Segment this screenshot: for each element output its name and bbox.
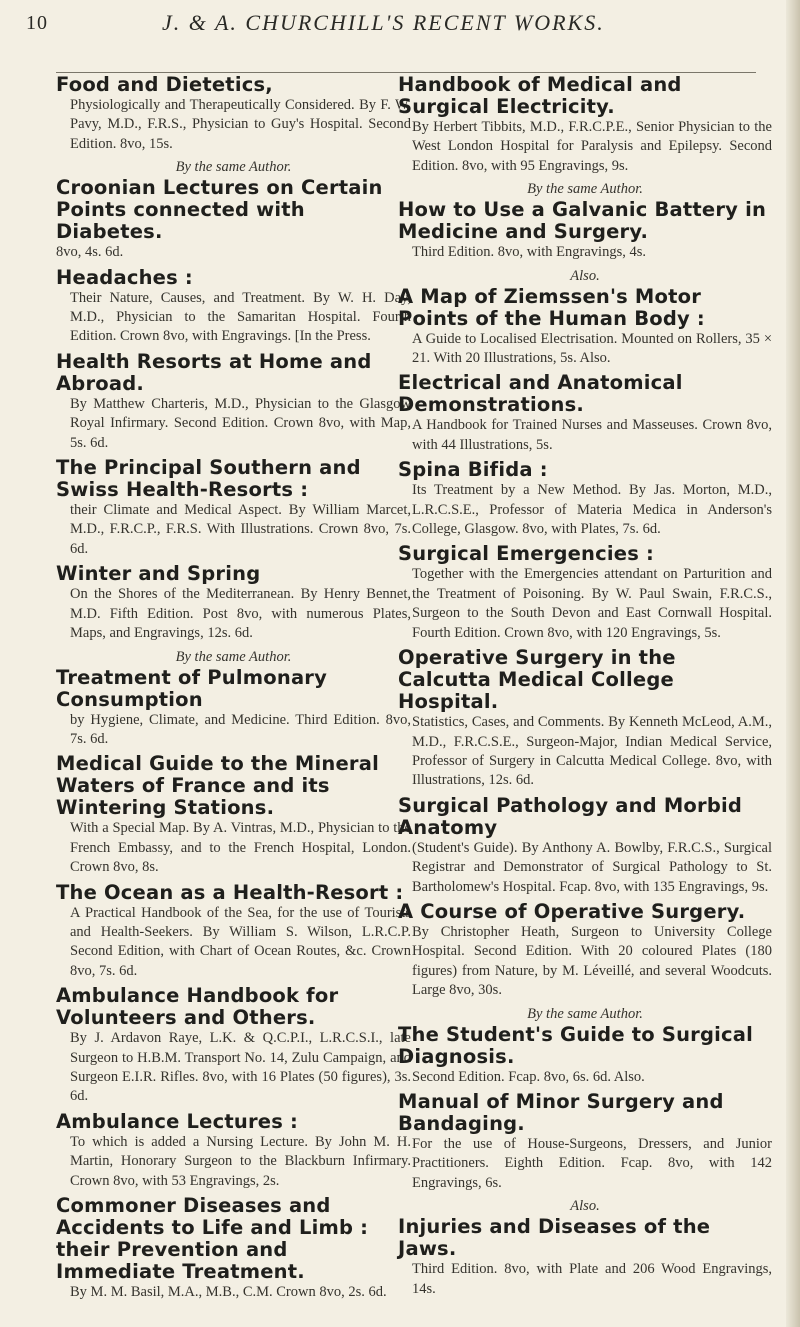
book-description: (Student's Guide). By Anthony A. Bowlby, F.R.C.S., Surgical Registrar and Demonstrator of Surgical Pathology to St. Bartholomew's Hospital. Fcap. 8vo, with 135 Engravings, 9s. xyxy=(412,839,772,895)
book-title: Manual of Minor Surgery and Bandaging. xyxy=(398,1089,724,1135)
book-description: by Hygiene, Climate, and Medicine. Third Edition. 8vo, 7s. 6d. xyxy=(70,711,411,747)
book-entry xyxy=(398,1024,772,1087)
book-title: Medical Guide to the Mineral Waters of France and its Wintering Stations. xyxy=(56,752,379,820)
book-description: Its Treatment by a New Method. By Jas. Morton, M.D., L.R.C.S.E., Professor of Materia Medica in Anderson's College, Glasgow. 8vo, with Plates, 7s. 6d. xyxy=(412,482,772,538)
book-title: Treatment of Pulmonary Consumption xyxy=(56,665,328,711)
book-title: Injuries and Diseases of the Jaws. xyxy=(398,1215,711,1261)
book-description: With a Special Map. By A. Vintras, M.D., Physician to the French Embassy, and to the French Hospital, London. Crown 8vo, 8s. xyxy=(70,820,411,876)
same-author-note: By the same Author. xyxy=(527,1005,643,1022)
book-title: Ambulance Lectures : xyxy=(56,1109,298,1133)
book-description: A Handbook for Trained Nurses and Masseuses. Crown 8vo, with 44 Illustrations, 5s. xyxy=(412,417,772,453)
book-title: Health Resorts at Home and Abroad. xyxy=(56,349,372,395)
book-description: By Christopher Heath, Surgeon to University College Hospital. Second Edition. With 20 coloured Plates (180 figures) from Nature, by M. Léveillé, and several Woodcuts. Large 8vo, 30s. xyxy=(412,923,772,999)
book-description: By Herbert Tibbits, M.D., F.R.C.P.E., Senior Physician to the West London Hospital for Paralysis and Epilepsy. Second Edition. 8vo, with 95 Engravings, 9s. xyxy=(412,119,772,174)
book-entry xyxy=(398,647,772,791)
book-description: By Matthew Charteris, M.D., Physician to the Glasgow Royal Infirmary. Second Edition. Crown 8vo, with Map, 5s. 6d. xyxy=(70,395,411,451)
book-description: Third Edition. 8vo, with Engravings, 4s. xyxy=(412,244,646,261)
same-author-note: Also. xyxy=(570,267,600,284)
running-head xyxy=(22,4,782,44)
book-entry xyxy=(398,372,772,455)
book-title: Electrical and Anatomical Demonstrations. xyxy=(398,371,683,417)
book-title: Croonian Lectures on Certain Points connected with Diabetes. xyxy=(56,176,383,244)
book-description: By J. Ardavon Raye, L.K. & Q.C.P.I., L.R.C.S.I., late Surgeon to H.B.M. Transport No. 14, Zulu Campaign, and Surgeon E.I.R. Rifles. 8vo, with 16 Plates (50 figures), 3s. 6d. xyxy=(70,1030,411,1105)
book-title: Surgical Emergencies : xyxy=(398,542,654,566)
book-entry xyxy=(398,1216,772,1299)
book-description: Second Edition. Fcap. 8vo, 6s. 6d. Also. xyxy=(412,1068,645,1085)
right-column xyxy=(398,74,772,1303)
book-entry xyxy=(56,1111,411,1191)
book-entry xyxy=(56,74,411,154)
book-description: Together with the Emergencies attendant on Parturition and the Treatment of Poisoning. By W. Paul Swain, F.R.C.S., Surgeon to the South Devon and East Cornwall Hospital. Fourth Edition. Crown 8vo, with 120 Engravings, 5s. xyxy=(412,566,772,641)
book-title: Headaches : xyxy=(56,265,193,289)
page-edge-shadow xyxy=(786,0,800,1327)
book-description: By M. M. Basil, M.A., M.B., C.M. Crown 8vo, 2s. 6d. xyxy=(70,1284,387,1300)
book-description: Statistics, Cases, and Comments. By Kenneth McLeod, A.M., M.D., F.R.C.S.E., Surgeon-Major, Indian Medical Service, Professor of Surgery in Calcutta Medical College. 8vo, with Illustrations, 12s. 6d. xyxy=(412,714,772,789)
running-head-title: J. & A. CHURCHILL'S RECENT WORKS. xyxy=(162,10,605,35)
book-description: A Guide to Localised Electrisation. Mounted on Rollers, 35 × 21. With 20 Illustrations, 5s. Also. xyxy=(412,330,772,367)
book-description: Third Edition. 8vo, with Plate and 206 Wood Engravings, 14s. xyxy=(412,1261,772,1297)
book-entry xyxy=(398,286,772,369)
book-description: A Practical Handbook of the Sea, for the use of Tourists and Health-Seekers. By William S. Wilson, L.R.C.P. Second Edition, with Chart of Ocean Routes, &c. Crown 8vo, 7s. 6d. xyxy=(70,904,411,979)
book-title: Commoner Diseases and Accidents to Life and Limb : their Prevention and Immediate Treatment. xyxy=(56,1194,369,1283)
book-entry xyxy=(398,543,772,643)
book-entry xyxy=(398,459,772,539)
same-author-note: By the same Author. xyxy=(175,648,292,665)
book-entry xyxy=(56,457,411,559)
book-description: Physiologically and Therapeutically Considered. By F. W. Pavy, M.D., F.R.S., Physician to Guy's Hospital. Second Edition. 8vo, 15s. xyxy=(70,97,411,152)
book-entry xyxy=(398,795,772,897)
book-description: their Climate and Medical Aspect. By William Marcet, M.D., F.R.C.P., F.R.S. With Illustrations. Crown 8vo, 7s. 6d. xyxy=(70,502,411,557)
book-description: For the use of House-Surgeons, Dressers, and Junior Practitioners. Eighth Edition. Fcap. 8vo, with 142 Engravings, 6s. xyxy=(412,1135,772,1191)
page-number: 10 xyxy=(26,12,48,34)
book-title: How to Use a Galvanic Battery in Medicine and Surgery. xyxy=(398,198,767,244)
book-title: Handbook of Medical and Surgical Electricity. xyxy=(398,73,682,118)
book-entry xyxy=(398,199,772,262)
left-column xyxy=(56,74,411,1306)
book-title: Ambulance Handbook for Volunteers and Others. xyxy=(56,984,339,1030)
book-title: Winter and Spring xyxy=(56,562,261,586)
book-description: 8vo, 4s. 6d. xyxy=(56,244,124,261)
book-description: On the Shores of the Mediterranean. By Henry Bennet, M.D. Fifth Edition. Post 8vo, with numerous Plates, Maps, and Engravings, 12s. 6d. xyxy=(70,586,411,642)
book-title: A Course of Operative Surgery. xyxy=(398,899,746,923)
book-entry xyxy=(56,563,411,643)
book-entry xyxy=(56,351,411,453)
book-title: The Ocean as a Health-Resort : xyxy=(56,880,404,904)
book-entry xyxy=(56,882,411,982)
book-entry xyxy=(56,1195,411,1302)
book-entry xyxy=(398,1091,772,1193)
book-title: Spina Bifida : xyxy=(398,458,548,482)
book-entry xyxy=(56,753,411,877)
book-entry xyxy=(56,985,411,1107)
same-author-note: By the same Author. xyxy=(175,159,292,176)
book-title: The Student's Guide to Surgical Diagnosis. xyxy=(398,1022,754,1068)
book-entry xyxy=(398,901,772,1001)
book-title: Operative Surgery in the Calcutta Medical College Hospital. xyxy=(398,646,676,714)
book-entry xyxy=(398,74,772,176)
book-entry xyxy=(56,177,411,262)
book-title: Food and Dietetics, xyxy=(56,73,273,96)
book-description: To which is added a Nursing Lecture. By John M. H. Martin, Honorary Surgeon to the Blackburn Infirmary. Crown 8vo, with 53 Engravings, 2s. xyxy=(70,1133,411,1189)
book-description: Their Nature, Causes, and Treatment. By W. H. Day, M.D., Physician to the Samaritan Hospital. Fourth Edition. Crown 8vo, with Engravings. [In the Press. xyxy=(70,289,411,345)
book-title: A Map of Ziemssen's Motor Points of the Human Body : xyxy=(398,284,705,330)
book-entry xyxy=(56,667,411,750)
same-author-note: By the same Author. xyxy=(527,181,643,198)
book-title: Surgical Pathology and Morbid Anatomy xyxy=(398,793,743,839)
book-entry xyxy=(56,267,411,347)
same-author-note: Also. xyxy=(570,1198,600,1215)
book-title: The Principal Southern and Swiss Health-Resorts : xyxy=(56,456,361,502)
